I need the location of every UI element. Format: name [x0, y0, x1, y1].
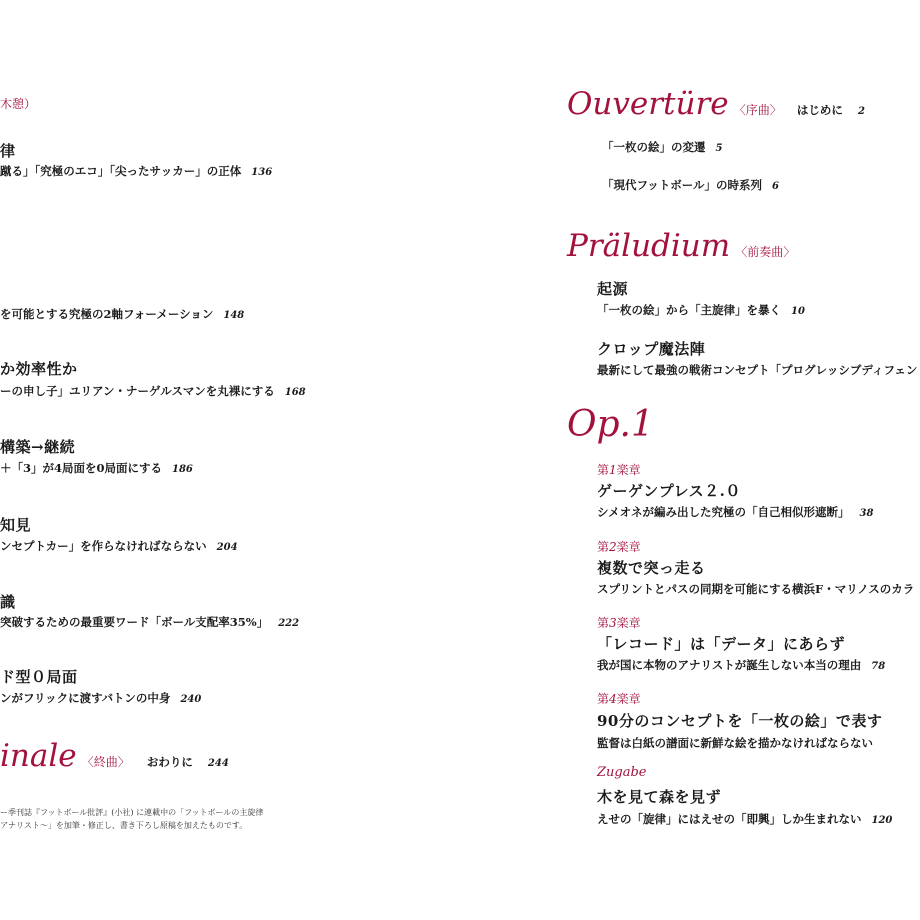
toc-title: 木を見て森を見ず — [597, 788, 722, 806]
toc-subtitle: ンセプトカー」を作らなければならない 204 — [0, 539, 238, 553]
page-number: 240 — [180, 694, 202, 705]
finale-heading — [0, 738, 229, 774]
finale-bracket: 〈終曲〉 — [81, 755, 130, 769]
page-number: 136 — [251, 167, 273, 178]
page-number: 38 — [859, 508, 874, 519]
finale-label: おわりに — [146, 755, 193, 769]
praludium-word: Präludium — [567, 228, 731, 264]
ouverture-word: Ouvertüre — [567, 86, 729, 122]
finale-word: inale — [0, 738, 77, 774]
chapter-label: 第2楽章 — [597, 540, 641, 554]
chapter-label: 第1楽章 — [597, 463, 641, 477]
toc-subtitle: 突破するための最重要ワード「ボール支配率35%」 222 — [0, 615, 300, 629]
toc-title: か効率性か — [0, 360, 78, 378]
page-number: 222 — [278, 618, 300, 629]
footnote: ー季刊誌『フットボール批評』(小社) に連載中の「フットボールの主旋律 アナリスト～」を加筆・修正し、書き下ろし原稿を加えたものです。 — [0, 808, 264, 830]
page-number: 120 — [871, 815, 893, 826]
toc-subtitle: 「一枚の絵」の変遷 5 — [602, 140, 723, 154]
toc-title: ド型０局面 — [0, 668, 78, 686]
toc-subtitle: スプリントとパスの同期を可能にする横浜F・マリノスのカラ — [597, 582, 915, 596]
toc-subtitle: 我が国に本物のアナリストが誕生しない本当の理由 78 — [597, 658, 886, 672]
page-number: 5 — [715, 143, 723, 154]
ouverture-label: はじめに — [796, 103, 843, 117]
ouverture-heading — [567, 86, 865, 122]
praludium-heading — [567, 228, 795, 264]
toc-subtitle: シメオネが編み出した究極の「自己相似形遮断」 38 — [597, 505, 874, 519]
toc-title: 識 — [0, 593, 16, 611]
praludium-bracket: 〈前奏曲〉 — [735, 245, 796, 259]
toc-title: クロップ魔法陣 — [597, 340, 706, 358]
toc-subtitle: 監督は白紙の譜面に新鮮な絵を描かなければならない — [597, 736, 873, 750]
toc-subtitle: を可能とする究極の2軸フォーメーション 148 — [0, 307, 245, 321]
page-number: 148 — [223, 310, 245, 321]
toc-title: 起源 — [597, 280, 629, 298]
toc-subtitle: 「一枚の絵」から「主旋律」を暴く 10 — [597, 303, 805, 317]
page-number: 186 — [172, 464, 193, 475]
zugabe-label: Zugabe — [597, 765, 647, 780]
left-top-tag: 木憩） — [0, 97, 37, 111]
toc-subtitle: 「現代フットボール」の時系列 6 — [602, 178, 779, 192]
page-number: 244 — [207, 758, 229, 769]
page-number: 2 — [857, 106, 865, 117]
toc-subtitle: 蹴る」「究極のエコ」「尖ったサッカー」の正体 136 — [0, 164, 273, 178]
page-number: 6 — [771, 181, 779, 192]
toc-subtitle: ーの申し子」ユリアン・ナーゲルスマンを丸裸にする 168 — [0, 384, 306, 398]
toc-title: 知見 — [0, 516, 32, 534]
ouverture-bracket: 〈序曲〉 — [733, 103, 782, 117]
page-number: 204 — [216, 542, 238, 553]
toc-subtitle: ンがフリックに渡すバトンの中身 240 — [0, 691, 202, 705]
page-number: 168 — [284, 387, 306, 398]
page-number: 10 — [791, 306, 805, 317]
toc-subtitle: 最新にして最強の戦術コンセプト「プログレッシブディフェン — [597, 363, 918, 377]
toc-title: 「レコード」は「データ」にあらず — [597, 635, 846, 653]
right-page — [460, 0, 920, 920]
op1-heading: Op.1 — [567, 404, 654, 445]
toc-title: ゲーゲンプレス２.０ — [597, 482, 741, 500]
toc-subtitle: えせの「旋律」にはえせの「即興」しか生まれない 120 — [597, 812, 893, 826]
chapter-label: 第3楽章 — [597, 616, 641, 630]
toc-title: 90分のコンセプトを「一枚の絵」で表す — [597, 712, 883, 730]
toc-title: 律 — [0, 142, 16, 160]
page-number: 78 — [871, 661, 886, 672]
left-page — [0, 0, 440, 920]
toc-title: 複数で突っ走る — [597, 559, 706, 577]
chapter-label: 第4楽章 — [597, 692, 641, 706]
toc-title: 構築→継続 — [0, 438, 76, 456]
toc-subtitle: ＋「3」が4局面を0局面にする 186 — [0, 461, 193, 475]
